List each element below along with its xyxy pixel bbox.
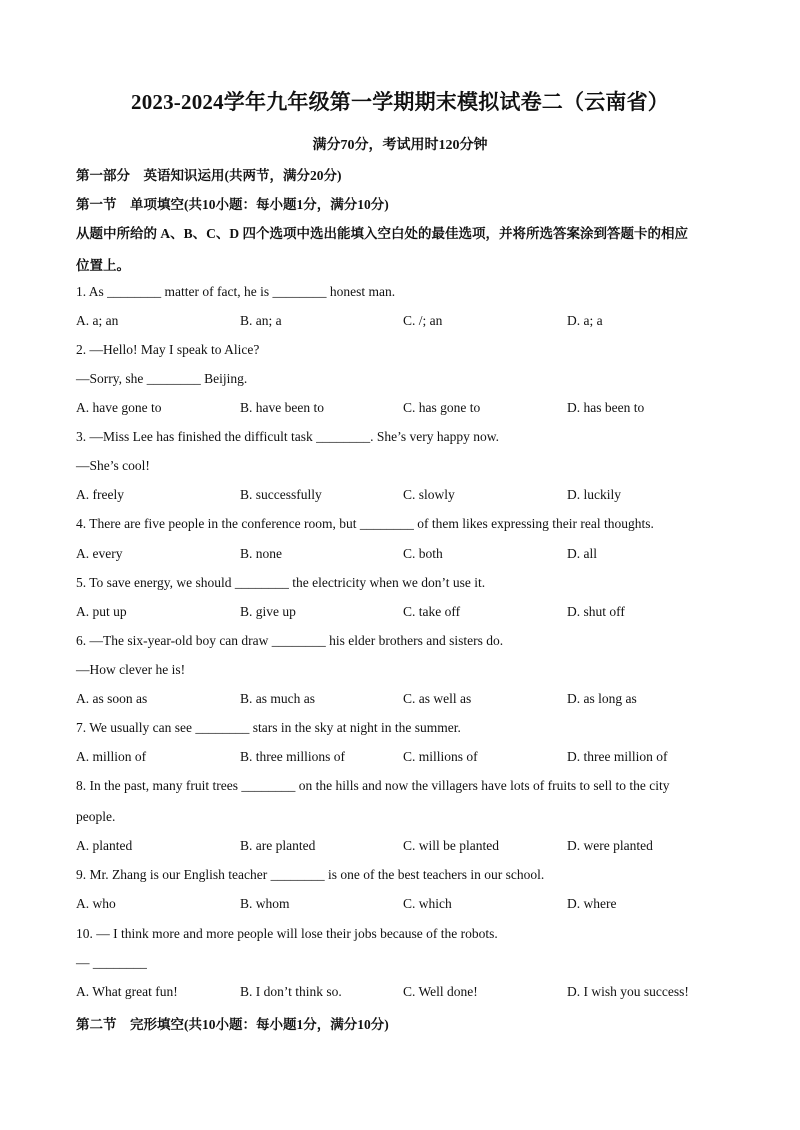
option-d: D. all [567,546,597,561]
option-b: B. an; a [240,313,282,328]
option-b: B. whom [240,896,290,911]
question-3-stem: 3. —Miss Lee has finished the difficult task ________. She’s very happy now. [76,429,499,444]
option-c: C. slowly [403,487,455,502]
option-c: C. as well as [403,691,472,706]
option-a: A. put up [76,604,127,619]
option-c: C. millions of [403,749,478,764]
option-d: D. where [567,896,617,911]
question-4-options [76,546,736,564]
option-a: A. as soon as [76,691,148,706]
question-3-options [76,487,736,505]
question-10-reply: — ________ [76,955,147,970]
question-8-stem-cont: people. [76,809,116,824]
instructions-line-2: 位置上。 [76,258,130,273]
option-d: D. I wish you success! [567,984,689,999]
option-a: A. have gone to [76,400,162,415]
option-b: B. are planted [240,838,316,853]
option-a: A. What great fun! [76,984,178,999]
option-b: B. give up [240,604,296,619]
option-a: A. a; an [76,313,119,328]
question-1-stem: 1. As ________ matter of fact, he is ________ honest man. [76,284,396,299]
question-2-stem: 2. —Hello! May I speak to Alice? [76,342,260,357]
question-6-stem: 6. —The six-year-old boy can draw ________ his elder brothers and sisters do. [76,633,504,648]
question-6-options [76,691,736,709]
option-b: B. as much as [240,691,315,706]
question-4-stem: 4. There are five people in the conference room, but ________ of them likes expressing their real thoughts. [76,516,654,531]
option-c: C. which [403,896,452,911]
score-time-info: 满分70分，考试用时120分钟 [312,138,488,153]
option-b: B. three millions of [240,749,345,764]
question-9-options [76,896,736,914]
page-title: 2023-2024学年九年级第一学期期末模拟试卷二（云南省） [131,90,669,114]
question-9-stem: 9. Mr. Zhang is our English teacher ________ is one of the best teachers in our school. [76,867,545,882]
option-c: C. will be planted [403,838,499,853]
option-c: C. take off [403,604,461,619]
option-d: D. three million of [567,749,668,764]
question-7-stem: 7. We usually can see ________ stars in the sky at night in the summer. [76,720,461,735]
option-c: C. has gone to [403,400,481,415]
section1-heading: 第一节 单项填空(共10小题：每小题1分，满分10分) [76,197,389,212]
question-1-options [76,313,736,331]
option-a: A. every [76,546,123,561]
part1-heading: 第一部分 英语知识运用(共两节，满分20分) [76,168,342,183]
question-2-reply: —Sorry, she ________ Beijing. [76,371,248,386]
section2-heading: 第二节 完形填空(共10小题：每小题1分，满分10分) [76,1017,389,1032]
question-5-stem: 5. To save energy, we should ________ the electricity when we don’t use it. [76,575,486,590]
option-c: C. Well done! [403,984,478,999]
question-7-options [76,749,736,767]
option-d: D. as long as [567,691,637,706]
option-b: B. have been to [240,400,324,415]
option-d: D. luckily [567,487,621,502]
question-3-reply: —She’s cool! [76,458,150,473]
instructions-line-1: 从题中所给的 A、B、C、D 四个选项中选出能填入空白处的最佳选项，并将所选答案涂到答题卡的相应 [76,226,689,241]
option-a: A. million of [76,749,147,764]
option-c: C. both [403,546,443,561]
option-a: A. freely [76,487,124,502]
question-10-stem: 10. — I think more and more people will lose their jobs because of the robots. [76,926,498,941]
question-10-options [76,984,736,1002]
option-b: B. none [240,546,282,561]
option-d: D. has been to [567,400,645,415]
option-a: A. who [76,896,116,911]
option-d: D. a; a [567,313,603,328]
question-5-options [76,604,736,622]
question-8-stem: 8. In the past, many fruit trees ________ on the hills and now the villagers have lots of fruits to sell to the city [76,778,670,793]
question-8-options [76,838,736,856]
question-6-reply: —How clever he is! [76,662,186,677]
option-a: A. planted [76,838,133,853]
option-d: D. shut off [567,604,625,619]
option-b: B. successfully [240,487,322,502]
option-b: B. I don’t think so. [240,984,342,999]
option-d: D. were planted [567,838,653,853]
question-2-options [76,400,736,418]
option-c: C. /; an [403,313,443,328]
